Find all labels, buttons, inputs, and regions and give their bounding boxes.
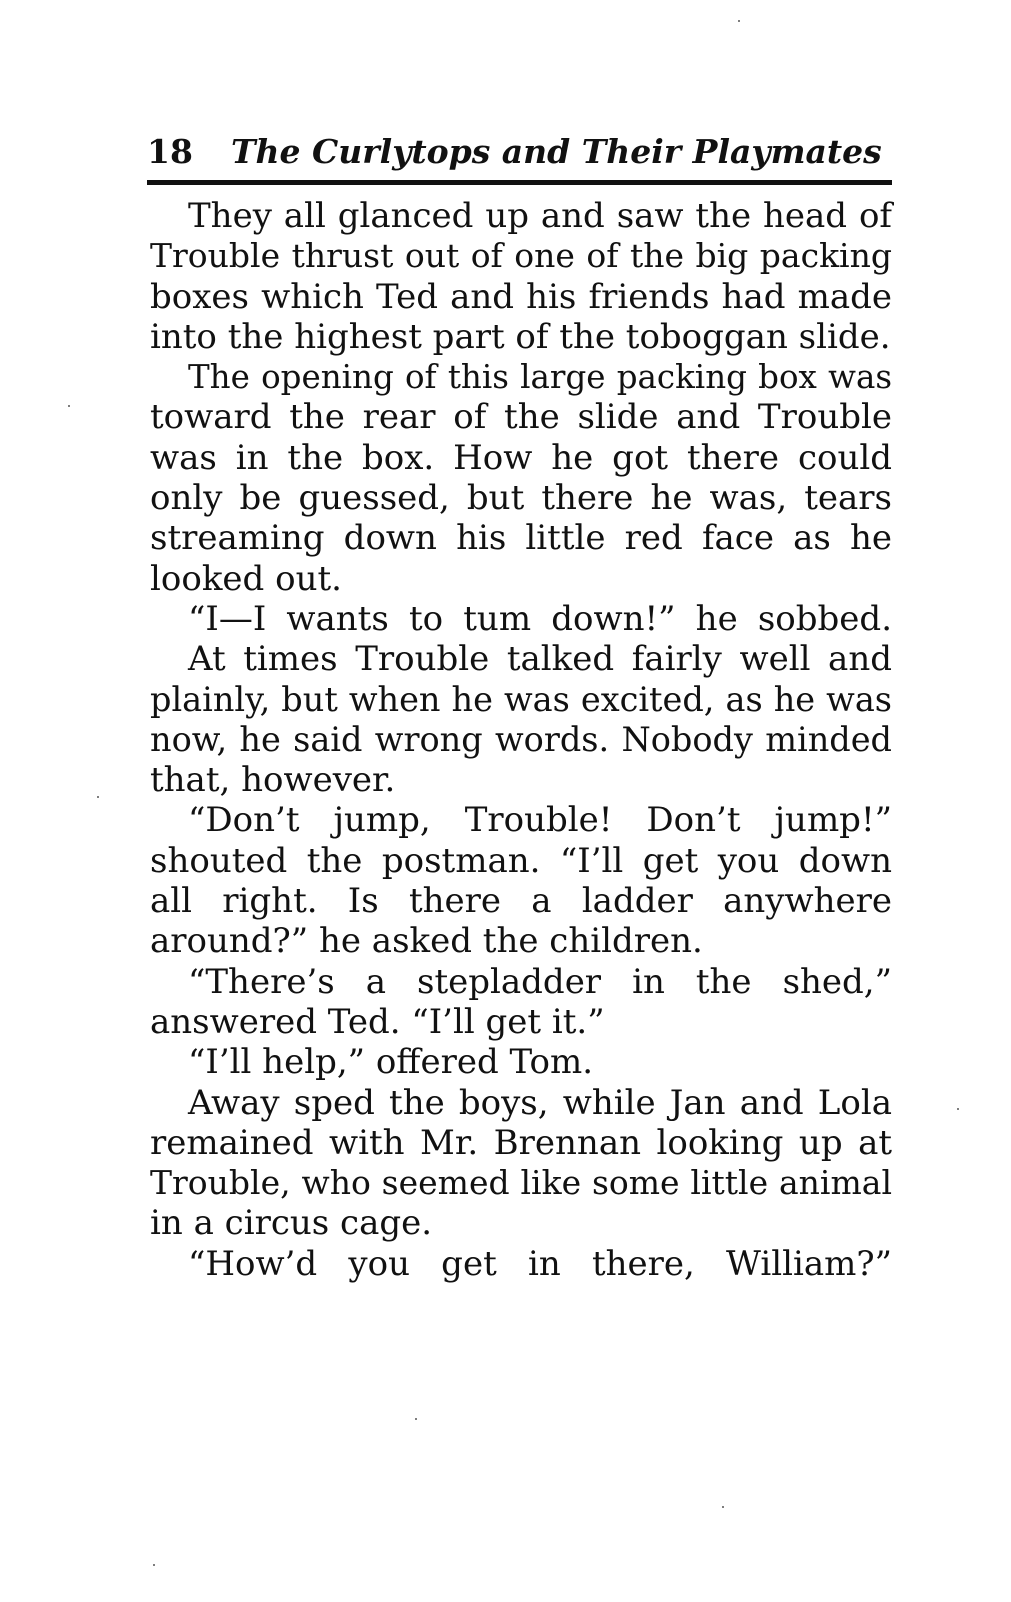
text-line: around?” he asked the children. <box>150 921 703 962</box>
text-line: boxes which Ted and his friends had made <box>150 276 892 317</box>
text-line: remained with Mr. Brennan looking up at <box>150 1122 892 1163</box>
page-number: 18 <box>147 132 193 171</box>
text-line: into the highest part of the toboggan slide. <box>150 316 891 357</box>
text-line: shouted the postman. “I’ll get you down <box>150 840 892 881</box>
scan-speck <box>415 1418 417 1420</box>
scan-speck <box>153 1564 155 1566</box>
running-head <box>147 128 892 176</box>
scan-speck <box>722 1506 724 1508</box>
text-line: toward the rear of the slide and Trouble <box>150 397 892 438</box>
text-line: now, he said wrong words. Nobody minded <box>150 719 892 759</box>
text-line: streaming down his little red face as he <box>150 518 892 559</box>
text-line: Trouble thrust out of one of the big packing <box>150 236 892 276</box>
text-line: only be guessed, but there he was, tears <box>150 478 892 519</box>
text-line: “Don’t jump, Trouble! Don’t jump!” <box>188 800 892 841</box>
text-line: “I—I wants to tum down!” he sobbed. <box>188 598 892 639</box>
book-title: The Curlytops and Their Playmates <box>231 132 882 171</box>
scan-speck <box>738 20 740 22</box>
text-line: They all glanced up and saw the head of <box>188 196 892 236</box>
header-rule <box>147 180 892 185</box>
text-line: answered Ted. “I’ll get it.” <box>150 1001 605 1042</box>
text-line: in a circus cage. <box>150 1203 433 1244</box>
text-line: was in the box. How he got there could <box>150 437 892 478</box>
scan-speck <box>97 796 99 798</box>
text-line: Trouble, who seemed like some little animal <box>150 1163 892 1203</box>
scan-speck <box>957 1108 959 1110</box>
text-line: Away sped the boys, while Jan and Lola <box>188 1082 892 1123</box>
text-line: The opening of this large packing box was <box>188 358 892 397</box>
text-line: “How’d you get in there, William?” <box>188 1243 892 1284</box>
text-line: “There’s a stepladder in the shed,” <box>188 961 892 1002</box>
text-line: that, however. <box>150 760 396 801</box>
text-line: At times Trouble talked fairly well and <box>188 639 892 680</box>
text-line: “I’ll help,” offered Tom. <box>188 1042 594 1083</box>
text-line: all right. Is there a ladder anywhere <box>150 881 892 922</box>
text-line: looked out. <box>150 558 342 599</box>
body-text <box>150 196 892 1284</box>
scan-speck <box>68 405 70 407</box>
text-line: plainly, but when he was excited, as he was <box>150 679 892 719</box>
